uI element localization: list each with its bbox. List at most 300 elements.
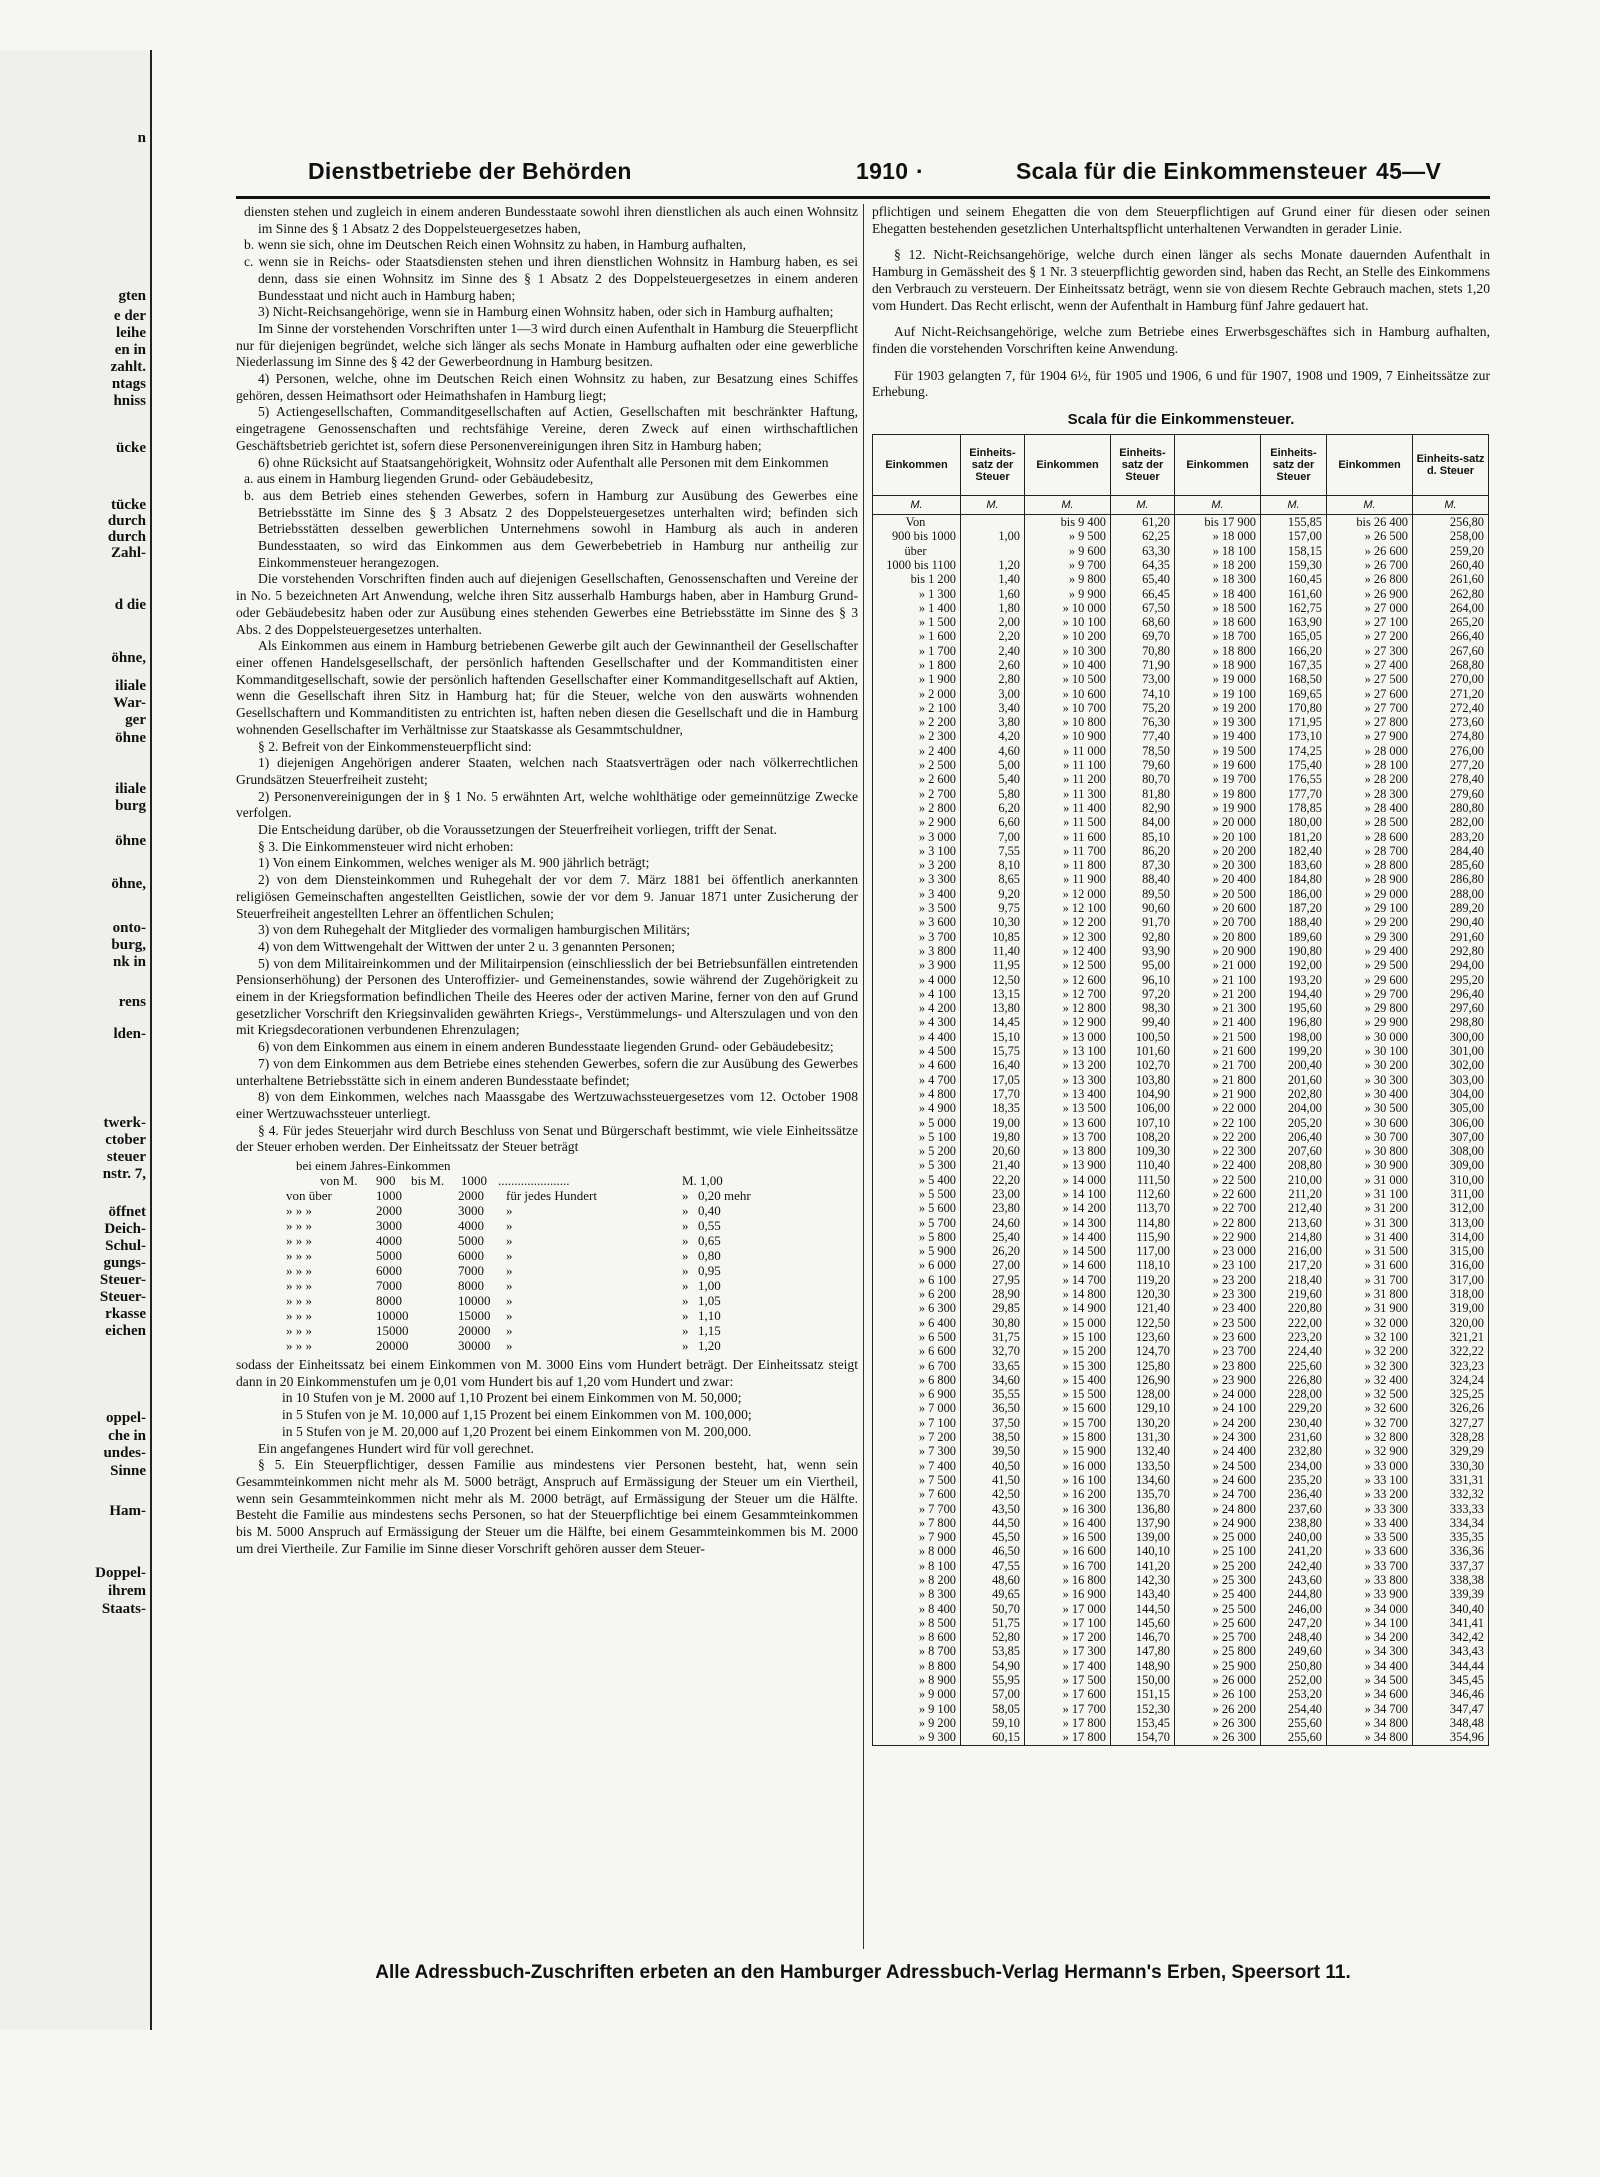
prev-page-fragment: öhne, xyxy=(111,650,146,666)
income-cell: » 4 900 xyxy=(873,1101,961,1115)
table-row xyxy=(873,887,1489,901)
paragraph: in 5 Stufen von je M. 20,000 auf 1,20 Prozent bei einem Einkommen von M. 200,000. xyxy=(282,1423,752,1439)
paragraph: c. wenn sie in Reichs- oder Staatsdiensten stehen und ihren dienstlichen Wohnsitz in Hamburg haben, es sei denn, dass sie einen Wohnsitz im Sinne des § 1 Absatz 2 des Doppelsteuergesetzes in einem anderen Bundesstaat und nicht auch in Hamburg haben; xyxy=(244,254,858,303)
rate-cell: 344,44 xyxy=(1413,1659,1489,1673)
rate-cell: 125,80 xyxy=(1111,1359,1175,1373)
table-row xyxy=(873,1544,1489,1558)
rate-cell: 268,80 xyxy=(1413,658,1489,672)
income-cell: » 30 600 xyxy=(1327,1116,1413,1130)
rate-cell: 328,28 xyxy=(1413,1430,1489,1444)
col-header-rate-2: Einheits-satz der Steuer xyxy=(1111,435,1175,496)
table-row xyxy=(873,644,1489,658)
income-cell: » 23 200 xyxy=(1175,1273,1261,1287)
income-cell: » 16 400 xyxy=(1025,1516,1111,1530)
income-cell: » 10 700 xyxy=(1025,701,1111,715)
income-cell: » 24 000 xyxy=(1175,1387,1261,1401)
rate-cell: 288,00 xyxy=(1413,887,1489,901)
rate-cell: 166,20 xyxy=(1261,644,1327,658)
income-cell: » 4 100 xyxy=(873,987,961,1001)
income-cell: » 30 300 xyxy=(1327,1073,1413,1087)
rate-cell: 169,65 xyxy=(1261,687,1327,701)
rate-cell: 175,40 xyxy=(1261,758,1327,772)
income-cell: » 14 300 xyxy=(1025,1216,1111,1230)
income-cell: » 7 100 xyxy=(873,1416,961,1430)
table-row xyxy=(873,1344,1489,1358)
table-row xyxy=(873,930,1489,944)
income-cell: » 5 200 xyxy=(873,1144,961,1158)
paragraph: diensten stehen und zugleich in einem anderen Bundesstaate sowohl ihren dienstlichen als auch einen Wohnsitz im Sinne des § 1 Absatz 2 des Doppelsteuergesetzes haben, xyxy=(244,204,858,236)
rate-cell: 186,00 xyxy=(1261,887,1327,901)
rate-cell: 237,60 xyxy=(1261,1502,1327,1516)
income-cell: » 14 400 xyxy=(1025,1230,1111,1244)
income-cell: » 4 300 xyxy=(873,1015,961,1029)
income-cell: » 5 700 xyxy=(873,1216,961,1230)
paragraph: § 5. Ein Steuerpflichtiger, dessen Familie aus mindestens vier Personen besteht, hat, wenn sein Gesammteinkommen nicht mehr als M. 5000 beträgt, Anspruch auf Ermässigung der Steuer um ein Viertheil, wenn sein Gesammteinkommen nicht mehr als M. 2000 beträgt, auf Ermässigung der Steuer um die Hälfte. Besteht die Familie aus mindestens sechs Personen, so hat der Steuerpflichtige bei einem Gesammteinkommen bis M. 5000 Anspruch auf Ermässigung der Steuer um die Hälfte, bei einem Gesammteinkommen bis M. 2000 um drei Viertheile. Zur Familie im Sinne dieser Vorschrift gehören ausser dem Steuer- xyxy=(236,1457,858,1556)
income-cell: » 32 000 xyxy=(1327,1316,1413,1330)
rate-cell: 343,43 xyxy=(1413,1644,1489,1658)
paragraph: § 4. Für jedes Steuerjahr wird durch Beschluss von Senat und Bürgerschaft bestimmt, wie viele Einheitssätze der Steuer erhoben werden. Der Einheitssatz der Steuer beträgt xyxy=(236,1122,858,1155)
rate-cell: 303,00 xyxy=(1413,1073,1489,1087)
rate-cell: » xyxy=(506,1233,513,1249)
rate-cell: 6,60 xyxy=(961,815,1025,829)
income-cell: » 11 100 xyxy=(1025,758,1111,772)
rate-cell: 316,00 xyxy=(1413,1258,1489,1272)
rate-cell: 32,70 xyxy=(961,1344,1025,1358)
rate-cell: 168,50 xyxy=(1261,672,1327,686)
rate-cell: 68,60 xyxy=(1111,615,1175,629)
rate-cell: 291,60 xyxy=(1413,930,1489,944)
table-row xyxy=(873,1201,1489,1215)
rate-cell: 142,30 xyxy=(1111,1573,1175,1587)
rate-cell: » » » xyxy=(286,1293,312,1309)
rate-cell: 107,10 xyxy=(1111,1116,1175,1130)
rate-cell: 126,90 xyxy=(1111,1373,1175,1387)
col-header-income-1: Einkommen xyxy=(873,435,961,496)
income-cell: » 25 100 xyxy=(1175,1544,1261,1558)
table-row xyxy=(873,1630,1489,1644)
rate-cell: 212,40 xyxy=(1261,1201,1327,1215)
table-row xyxy=(873,1587,1489,1601)
rate-cell: 74,10 xyxy=(1111,687,1175,701)
table-row xyxy=(873,1015,1489,1029)
table-row xyxy=(873,1473,1489,1487)
rate-cell: 313,00 xyxy=(1413,1216,1489,1230)
rate-cell: 60,15 xyxy=(961,1730,1025,1745)
previous-page-edge xyxy=(0,50,152,2030)
rate-row xyxy=(236,1218,858,1233)
rate-cell: 2,80 xyxy=(961,672,1025,686)
rate-cell: » xyxy=(682,1263,689,1279)
rate-cell: 0,80 xyxy=(698,1248,721,1264)
table-row xyxy=(873,1730,1489,1745)
rate-cell: 301,00 xyxy=(1413,1044,1489,1058)
rate-cell: 259,20 xyxy=(1413,544,1489,558)
income-cell: » 3 300 xyxy=(873,872,961,886)
income-cell: » 23 900 xyxy=(1175,1373,1261,1387)
rate-cell: für jedes Hundert xyxy=(506,1188,597,1204)
rate-cell: 0,95 xyxy=(698,1263,721,1279)
rate-cell: 235,20 xyxy=(1261,1473,1327,1487)
income-cell: » 6 400 xyxy=(873,1316,961,1330)
rate-cell: 270,00 xyxy=(1413,672,1489,686)
rate-cell: 79,60 xyxy=(1111,758,1175,772)
income-cell: » 9 900 xyxy=(1025,587,1111,601)
rate-cell: 223,20 xyxy=(1261,1330,1327,1344)
rate-cell: 244,80 xyxy=(1261,1587,1327,1601)
rate-cell: 312,00 xyxy=(1413,1201,1489,1215)
income-cell: » 31 200 xyxy=(1327,1201,1413,1215)
income-cell: » 18 000 xyxy=(1175,529,1261,543)
rate-cell: 148,90 xyxy=(1111,1659,1175,1673)
rate-cell: 119,20 xyxy=(1111,1273,1175,1287)
paragraph: 5) Actiengesellschaften, Commanditgesellschaften auf Actien, Gesellschaften mit beschränkter Haftung, eingetragene Genossenschaften und rechtsfähige Vereine, deren Zweck auf einen wirthschaftlichen Geschäftsbetrieb gerichtet ist, sofern diese Personenvereinigungen ihren Sitz in Hamburg haben; xyxy=(236,404,858,453)
paragraph: Ein angefangenes Hundert wird für voll gerechnet. xyxy=(258,1440,534,1456)
income-cell: » 33 200 xyxy=(1327,1487,1413,1501)
prev-page-fragment: undes- xyxy=(103,1445,146,1461)
prev-page-fragment: nk in xyxy=(113,954,146,970)
rate-cell: 1,00 xyxy=(698,1278,721,1294)
rate-cell: 44,50 xyxy=(961,1516,1025,1530)
income-cell: » 31 800 xyxy=(1327,1287,1413,1301)
rate-cell: 46,50 xyxy=(961,1544,1025,1558)
prev-page-fragment: öhne, xyxy=(111,876,146,892)
rate-cell: » » » xyxy=(286,1203,312,1219)
paragraph: 6) ohne Rücksicht auf Staatsangehörigkeit, Wohnsitz oder Aufenthalt alle Personen mit dem Einkommen xyxy=(258,454,829,470)
table-row xyxy=(873,744,1489,758)
rate-cell: 243,60 xyxy=(1261,1573,1327,1587)
table-row xyxy=(873,758,1489,772)
income-cell: » 15 900 xyxy=(1025,1444,1111,1458)
income-cell: » 30 400 xyxy=(1327,1087,1413,1101)
prev-page-fragment: eichen xyxy=(105,1323,146,1339)
income-cell: » 6 200 xyxy=(873,1287,961,1301)
rate-cell: 161,60 xyxy=(1261,587,1327,601)
prev-page-fragment: gten xyxy=(118,288,146,304)
header-rule xyxy=(236,196,1490,199)
rate-cell: 2,40 xyxy=(961,644,1025,658)
paragraph: Als Einkommen aus einem in Hamburg betriebenen Gewerbe gilt auch der Gewinnantheil der Gesellschafter einer offenen Handelsgesellschaft, der persönlich haftenden Gesellschafter und der Kommanditisten einer Kommanditgesellschaft, sowie der persönlich haftenden Gesellschafter einer Kommanditgesellschaft auf Aktien, wenn die Gesellschaft ihren Sitz in Hamburg hat; für die Steuer, welche von den auswärts wohnenden Gesellschaftern und Kommanditisten zu entrichten ist, haften neben diesen die Gesellschaft und die in Hamburg wohnenden Gesellschafter im Verhältnisse zur Staatskasse als Gesammtschuldner, xyxy=(236,638,858,737)
income-cell: » 26 500 xyxy=(1327,529,1413,543)
rate-cell: 173,10 xyxy=(1261,729,1327,743)
table-row xyxy=(873,1216,1489,1230)
income-cell: » 16 900 xyxy=(1025,1587,1111,1601)
prev-page-fragment: twerk- xyxy=(103,1115,146,1131)
page xyxy=(236,140,1490,2000)
rate-cell: 78,50 xyxy=(1111,744,1175,758)
income-cell: » 3 500 xyxy=(873,901,961,915)
rate-cell: 256,80 xyxy=(1413,515,1489,530)
table-row xyxy=(873,801,1489,815)
income-cell: » 15 100 xyxy=(1025,1330,1111,1344)
rate-cell: » xyxy=(682,1293,689,1309)
paragraph: Die Entscheidung darüber, ob die Voraussetzungen der Steuerfreiheit vorliegen, trifft der Senat. xyxy=(258,822,777,838)
income-cell: » 11 900 xyxy=(1025,872,1111,886)
rate-cell: 5,40 xyxy=(961,772,1025,786)
rate-cell: 278,40 xyxy=(1413,772,1489,786)
left-paragraphs xyxy=(236,204,858,1156)
rate-cell: 130,20 xyxy=(1111,1416,1175,1430)
income-cell: » 19 200 xyxy=(1175,701,1261,715)
income-cell: » 12 400 xyxy=(1025,944,1111,958)
table-row xyxy=(873,872,1489,886)
income-cell: » 10 600 xyxy=(1025,687,1111,701)
rate-cell: » » » xyxy=(286,1308,312,1324)
rate-cell: 189,60 xyxy=(1261,930,1327,944)
income-cell: » 25 500 xyxy=(1175,1602,1261,1616)
rate-cell: 160,45 xyxy=(1261,572,1327,586)
rate-cell: 12,50 xyxy=(961,973,1025,987)
income-cell: » 34 400 xyxy=(1327,1659,1413,1673)
rate-cell: 325,25 xyxy=(1413,1387,1489,1401)
income-cell: » 11 200 xyxy=(1025,772,1111,786)
rate-cell: 23,00 xyxy=(961,1187,1025,1201)
income-cell: » 25 700 xyxy=(1175,1630,1261,1644)
rate-cell: 55,95 xyxy=(961,1673,1025,1687)
income-cell: » 19 000 xyxy=(1175,672,1261,686)
rate-cell: 207,60 xyxy=(1261,1144,1327,1158)
rate-cell: 1,40 xyxy=(961,572,1025,586)
paragraph: Die vorstehenden Vorschriften finden auch auf diejenigen Gesellschaften, Genossenschaften und Vereine der in No. 5 bezeichneten Art Anwendung, welche ihren Sitz ausserhalb Hamburgs haben, aber in Hamburg Grund- oder Gebäudebesitz haben oder zur Ausübung eines stehenden Gewerbes eine Betriebsstätte im Sinne des § 3 Abs. 2 des Doppelsteuergesetzes unterhalten. xyxy=(236,571,858,637)
table-row xyxy=(873,1373,1489,1387)
income-cell: » 2 100 xyxy=(873,701,961,715)
income-cell: » 16 200 xyxy=(1025,1487,1111,1501)
rate-cell: 250,80 xyxy=(1261,1659,1327,1673)
rate-cell: » xyxy=(506,1278,513,1294)
income-cell: » 18 200 xyxy=(1175,558,1261,572)
rate-cell: 96,10 xyxy=(1111,973,1175,987)
rate-cell: 6000 xyxy=(458,1248,484,1264)
income-cell: » 5 400 xyxy=(873,1173,961,1187)
rate-cell: 253,20 xyxy=(1261,1687,1327,1701)
income-cell: » 32 300 xyxy=(1327,1359,1413,1373)
rate-cell: 184,80 xyxy=(1261,872,1327,886)
income-cell: » 32 700 xyxy=(1327,1416,1413,1430)
col-header-income-2: Einkommen xyxy=(1025,435,1111,496)
rate-cell: 51,75 xyxy=(961,1616,1025,1630)
paragraph: 2) von dem Diensteinkommen und Ruhegehalt der vor dem 7. März 1881 bei öffentlich anerkannten religiösen Gemeinschaften angestellten Geistlichen, sowie der vor dem 9. Januar 1871 unter Zusicherung der Steuerfreiheit angestellten Lehrer an öffentlichen Schulen; xyxy=(236,872,858,921)
income-cell: » 23 000 xyxy=(1175,1244,1261,1258)
rate-cell: » xyxy=(682,1308,689,1324)
rate-cell: » » » xyxy=(286,1278,312,1294)
left-column xyxy=(236,204,858,1979)
table-row xyxy=(873,1444,1489,1458)
rate-cell: 37,50 xyxy=(961,1416,1025,1430)
rate-cell: 317,00 xyxy=(1413,1273,1489,1287)
income-cell: » 5 000 xyxy=(873,1116,961,1130)
rate-cell: 273,60 xyxy=(1413,715,1489,729)
income-cell: » 21 000 xyxy=(1175,958,1261,972)
rate-cell: 35,55 xyxy=(961,1387,1025,1401)
rate-cell: 30,80 xyxy=(961,1316,1025,1330)
table-row xyxy=(873,1173,1489,1187)
rate-cell: 3000 xyxy=(458,1203,484,1219)
income-cell: » 8 000 xyxy=(873,1544,961,1558)
rate-cell: 1,05 xyxy=(698,1293,721,1309)
table-row xyxy=(873,1687,1489,1701)
rate-cell: 300,00 xyxy=(1413,1030,1489,1044)
rate-cell: 224,40 xyxy=(1261,1344,1327,1358)
income-cell: » 22 300 xyxy=(1175,1144,1261,1158)
income-cell: » 28 400 xyxy=(1327,801,1413,815)
rate-cell: 311,00 xyxy=(1413,1187,1489,1201)
rate-cell: 28,90 xyxy=(961,1287,1025,1301)
table-row xyxy=(873,1430,1489,1444)
unit-label: M. xyxy=(1413,496,1489,515)
rate-cell: 113,70 xyxy=(1111,1201,1175,1215)
rate-row xyxy=(236,1323,858,1338)
rate-cell: 190,80 xyxy=(1261,944,1327,958)
income-cell: » 9 100 xyxy=(873,1702,961,1716)
income-cell: » 23 500 xyxy=(1175,1316,1261,1330)
rate-cell: 1,20 xyxy=(698,1338,721,1354)
rate-cell: 338,38 xyxy=(1413,1573,1489,1587)
income-cell: » 8 700 xyxy=(873,1644,961,1658)
rate-cell: 354,96 xyxy=(1413,1730,1489,1745)
income-cell: » 34 800 xyxy=(1327,1730,1413,1745)
paragraph: b. wenn sie sich, ohne im Deutschen Reich einen Wohnsitz zu haben, in Hamburg aufhalten, xyxy=(244,237,746,253)
rate-cell: 102,70 xyxy=(1111,1058,1175,1072)
income-cell: » 9 600 xyxy=(1025,544,1111,558)
rate-cell: 29,85 xyxy=(961,1301,1025,1315)
income-cell: » 9 200 xyxy=(873,1716,961,1730)
rate-cell: 222,00 xyxy=(1261,1316,1327,1330)
rate-cell: 282,00 xyxy=(1413,815,1489,829)
rate-cell: 310,00 xyxy=(1413,1173,1489,1187)
income-cell: » 27 000 xyxy=(1327,601,1413,615)
income-cell: » 28 100 xyxy=(1327,758,1413,772)
rate-cell: 319,00 xyxy=(1413,1301,1489,1315)
rate-intro: bei einem Jahres-Einkommen xyxy=(296,1158,451,1174)
income-cell: » 19 800 xyxy=(1175,787,1261,801)
prev-page-fragment: öffnet xyxy=(108,1204,146,1220)
rate-cell: 1,10 xyxy=(698,1308,721,1324)
rate-cell: 6000 xyxy=(376,1263,402,1279)
rate-cell: 182,40 xyxy=(1261,844,1327,858)
income-cell: » 7 400 xyxy=(873,1459,961,1473)
income-cell: » 10 800 xyxy=(1025,715,1111,729)
prev-page-fragment: ihrem xyxy=(107,1583,146,1599)
rate-cell: 241,20 xyxy=(1261,1544,1327,1558)
rate-cell: 314,00 xyxy=(1413,1230,1489,1244)
paragraph: 3) von dem Ruhegehalt der Mitglieder des vormaligen hamburgischen Militärs; xyxy=(258,922,691,938)
rate-cell: 204,00 xyxy=(1261,1101,1327,1115)
income-cell: » 17 600 xyxy=(1025,1687,1111,1701)
rate-cell: 150,00 xyxy=(1111,1673,1175,1687)
table-row xyxy=(873,772,1489,786)
income-cell: » 27 100 xyxy=(1327,615,1413,629)
income-cell: » 8 200 xyxy=(873,1573,961,1587)
income-cell: » 20 900 xyxy=(1175,944,1261,958)
income-cell: » 6 500 xyxy=(873,1330,961,1344)
rate-cell: 129,10 xyxy=(1111,1401,1175,1415)
income-cell: » 26 800 xyxy=(1327,572,1413,586)
income-cell: » 27 600 xyxy=(1327,687,1413,701)
rate-cell: 297,60 xyxy=(1413,1001,1489,1015)
income-cell: » 15 000 xyxy=(1025,1316,1111,1330)
rate-cell: 284,40 xyxy=(1413,844,1489,858)
rate-cell: 163,90 xyxy=(1261,615,1327,629)
income-cell: über xyxy=(873,544,961,558)
income-cell: » 34 100 xyxy=(1327,1616,1413,1630)
income-cell: » 23 400 xyxy=(1175,1301,1261,1315)
income-cell: » 2 500 xyxy=(873,758,961,772)
paragraph: sodass der Einheitssatz bei einem Einkommen von M. 3000 Eins vom Hundert beträgt. Der Einheitssatz steigt dann in 20 Einkommenstufen um je 0,01 vom Hundert bis auf 1,20 vom Hundert und zwar: xyxy=(236,1357,858,1389)
income-cell: bis 17 900 xyxy=(1175,515,1261,530)
income-cell: » 28 700 xyxy=(1327,844,1413,858)
income-cell: » 3 700 xyxy=(873,930,961,944)
col-header-income-3: Einkommen xyxy=(1175,435,1261,496)
rate-cell: 246,00 xyxy=(1261,1602,1327,1616)
rate-row xyxy=(236,1248,858,1263)
rate-cell: 11,95 xyxy=(961,958,1025,972)
income-cell: » 2 000 xyxy=(873,687,961,701)
rate-cell: 24,60 xyxy=(961,1216,1025,1230)
rate-cell: 255,60 xyxy=(1261,1730,1327,1745)
income-cell: » 29 800 xyxy=(1327,1001,1413,1015)
rate-cell: 321,21 xyxy=(1413,1330,1489,1344)
income-cell: » 21 500 xyxy=(1175,1030,1261,1044)
paragraph: a. aus einem in Hamburg liegenden Grund- oder Gebäudebesitz, xyxy=(244,471,594,487)
rate-cell: 92,80 xyxy=(1111,930,1175,944)
prev-page-fragment: iliale xyxy=(115,678,146,694)
income-cell: » 21 200 xyxy=(1175,987,1261,1001)
income-cell: » 2 900 xyxy=(873,815,961,829)
income-cell: » 5 300 xyxy=(873,1158,961,1172)
rate-cell: 4,20 xyxy=(961,729,1025,743)
table-row xyxy=(873,715,1489,729)
income-cell: » 18 800 xyxy=(1175,644,1261,658)
rate-cell: 63,30 xyxy=(1111,544,1175,558)
income-cell: Von xyxy=(873,515,961,530)
rate-row xyxy=(236,1203,858,1218)
rate-cell: 124,70 xyxy=(1111,1344,1175,1358)
rate-cell: 2,60 xyxy=(961,658,1025,672)
rate-cell: 26,20 xyxy=(961,1244,1025,1258)
rate-cell: 14,45 xyxy=(961,1015,1025,1029)
income-cell: » 24 400 xyxy=(1175,1444,1261,1458)
income-cell: » 14 800 xyxy=(1025,1287,1111,1301)
rate-cell: 193,20 xyxy=(1261,973,1327,987)
paragraph: 4) Personen, welche, ohne im Deutschen Reich einen Wohnsitz zu haben, zur Besatzung eines Schiffes gehören, dessen Heimathsort oder Heimathshafen in Hamburg liegt; xyxy=(236,371,858,403)
income-cell: » 26 100 xyxy=(1175,1687,1261,1701)
rate-cell: 264,00 xyxy=(1413,601,1489,615)
income-cell: » 13 600 xyxy=(1025,1116,1111,1130)
rate-cell: 128,00 xyxy=(1111,1387,1175,1401)
rate-row xyxy=(236,1278,858,1293)
rate-cell: 137,90 xyxy=(1111,1516,1175,1530)
prev-page-fragment: Sinne xyxy=(110,1463,146,1479)
table-row xyxy=(873,1659,1489,1673)
income-cell: » 34 200 xyxy=(1327,1630,1413,1644)
rate-cell: 271,20 xyxy=(1413,687,1489,701)
rate-cell: 345,45 xyxy=(1413,1673,1489,1687)
prev-page-fragment: Zahl- xyxy=(110,545,146,561)
rate-cell: 13,80 xyxy=(961,1001,1025,1015)
income-cell: » 27 400 xyxy=(1327,658,1413,672)
rate-cell: 7,00 xyxy=(961,830,1025,844)
rate-cell: 274,80 xyxy=(1413,729,1489,743)
income-cell: » 27 500 xyxy=(1327,672,1413,686)
income-cell: » 12 900 xyxy=(1025,1015,1111,1029)
rate-cell: 217,20 xyxy=(1261,1258,1327,1272)
rate-cell: 152,30 xyxy=(1111,1702,1175,1716)
income-cell: » 30 500 xyxy=(1327,1101,1413,1115)
rate-cell: 171,95 xyxy=(1261,715,1327,729)
prev-page-fragment: rens xyxy=(118,994,146,1010)
income-cell: » 30 200 xyxy=(1327,1058,1413,1072)
income-cell: » 20 400 xyxy=(1175,872,1261,886)
table-row xyxy=(873,1073,1489,1087)
